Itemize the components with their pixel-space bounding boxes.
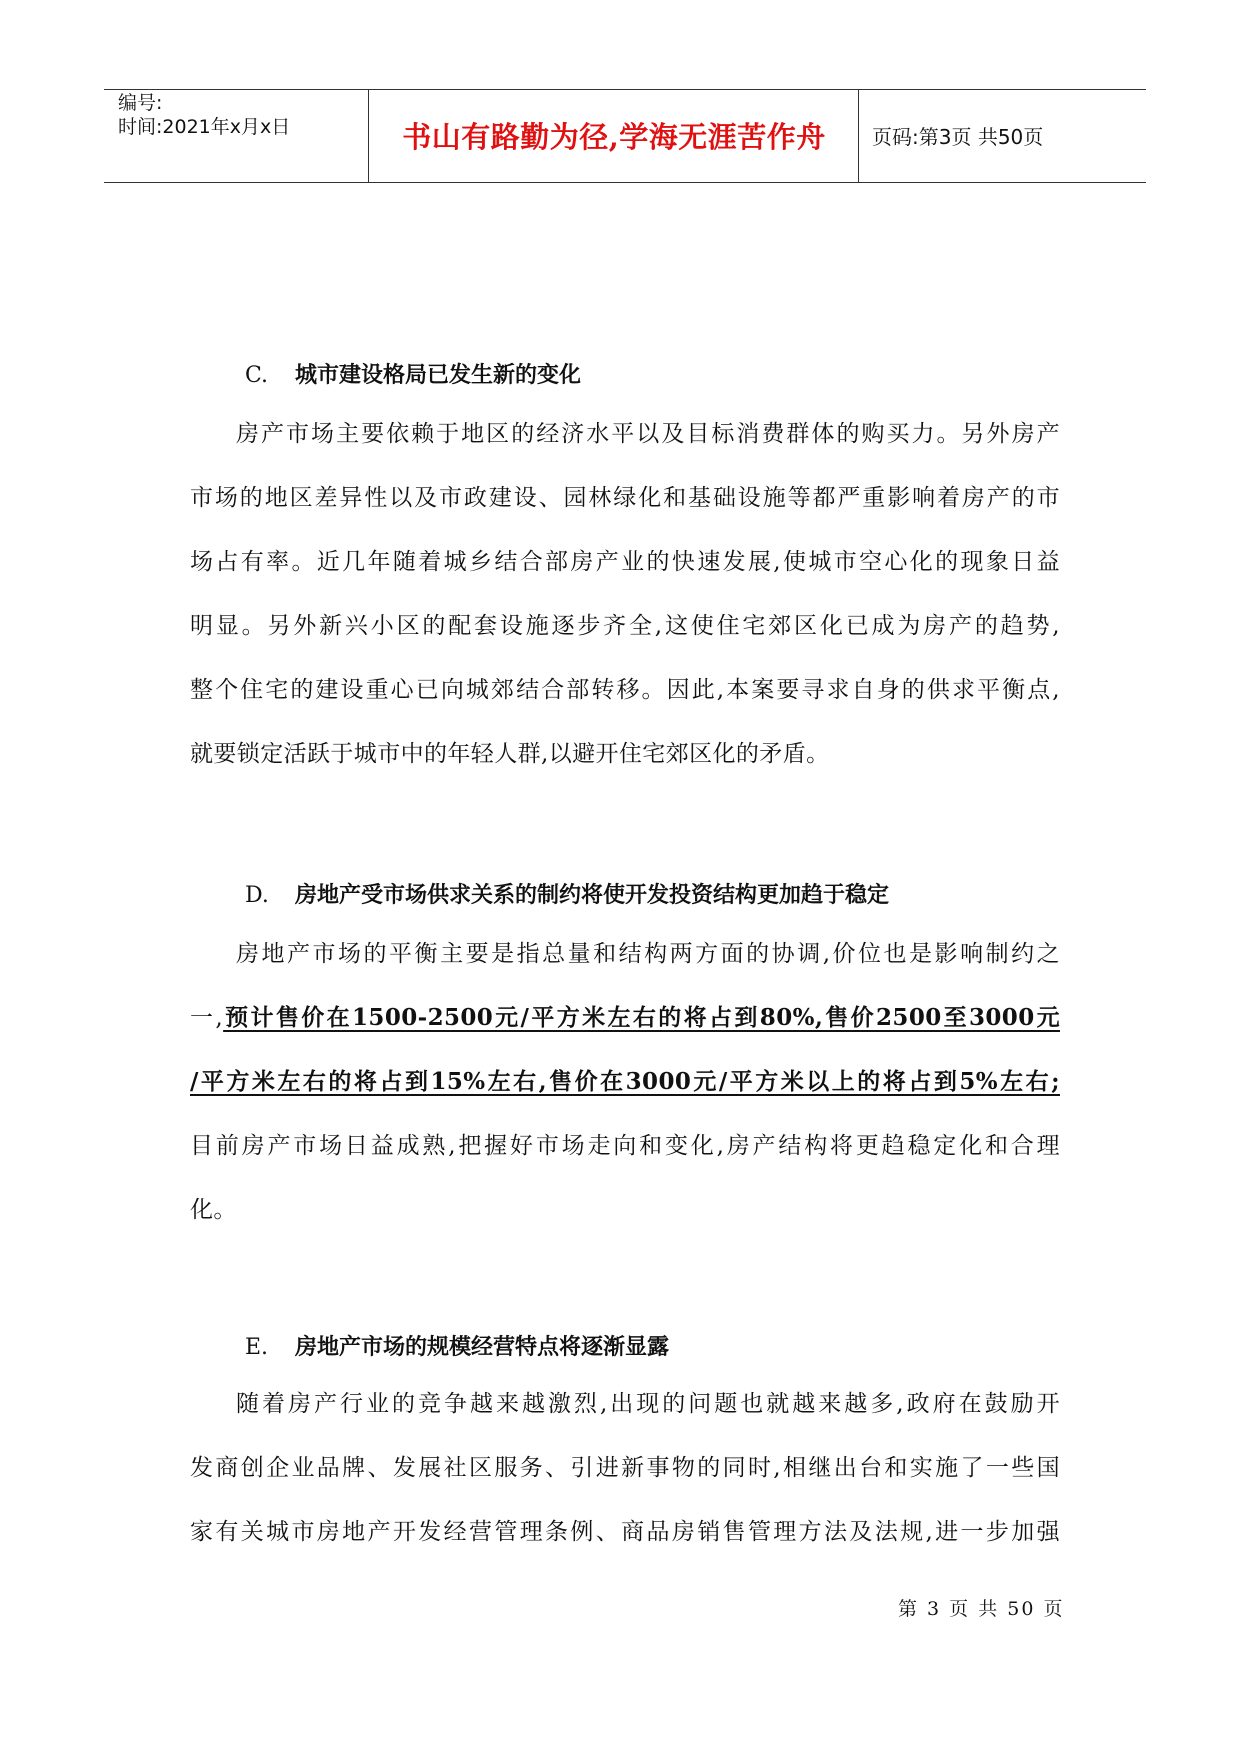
paragraph-line: 目前房产市场日益成熟,把握好市场走向和变化,房产结构将更趋稳定化和合理 <box>190 1133 1060 1159</box>
paragraph-line: 整个住宅的建设重心已向城郊结合部转移。因此,本案要寻求自身的供求平衡点, <box>190 677 1060 703</box>
paragraph-line: 市场的地区差异性以及市政建设、园林绿化和基础设施等都严重影响着房产的市 <box>190 485 1060 511</box>
paragraph-line: 就要锁定活跃于城市中的年轻人群,以避开住宅郊区化的矛盾。 <box>190 741 830 767</box>
section-d-paragraph <box>190 922 1060 1242</box>
section-d-heading <box>245 878 889 909</box>
section-c-title: 城市建设格局已发生新的变化 <box>295 362 582 388</box>
header-time-label: 时间:2021年x月x日 <box>118 116 291 138</box>
section-c-heading <box>245 358 581 389</box>
section-d-title: 房地产受市场供求关系的制约将使开发投资结构更加趋于稳定 <box>295 882 890 908</box>
paragraph-line: 化。 <box>190 1197 237 1223</box>
paragraph-line: 家有关城市房地产开发经营管理条例、商品房销售管理方法及法规,进一步加强 <box>190 1519 1060 1545</box>
paragraph-line: 场占有率。近几年随着城乡结合部房产业的快速发展,使城市空心化的现象日益 <box>190 549 1060 575</box>
paragraph-line: 随着房产行业的竞争越来越激烈,出现的问题也就越来越多,政府在鼓励开 <box>236 1391 1060 1417</box>
section-c-letter: C. <box>245 363 269 388</box>
section-d-letter: D. <box>245 883 269 908</box>
section-e-paragraph <box>190 1372 1060 1564</box>
footer-page-number: 第 3 页 共 50 页 <box>898 1598 1065 1620</box>
paragraph-line: 房产市场主要依赖于地区的经济水平以及目标消费群体的购买力。另外房产 <box>236 421 1060 447</box>
paragraph-line <box>190 1050 1060 1114</box>
price-forecast-underlined: 预计售价在1500-2500元/平方米左右的将占到80%,售价2500至3000元 <box>223 1004 1060 1031</box>
paragraph-line-prefix: 一, <box>190 1005 224 1031</box>
paragraph-line: 明显。另外新兴小区的配套设施逐步齐全,这使住宅郊区化已成为房产的趋势, <box>190 613 1060 639</box>
header-divider-left <box>368 89 369 182</box>
section-e-letter: E. <box>245 1335 269 1360</box>
price-forecast-underlined: /平方米左右的将占到15%左右,售价在3000元/平方米以上的将占到5%左右; <box>190 1068 1060 1095</box>
paragraph-line: 房地产市场的平衡主要是指总量和结构两方面的协调,价位也是影响制约之 <box>236 941 1060 967</box>
header-meta <box>118 91 363 139</box>
section-c-paragraph <box>190 402 1060 786</box>
header-bottom-rule <box>104 182 1146 183</box>
section-e-heading <box>245 1330 669 1361</box>
header-number-label: 编号: <box>118 92 163 114</box>
header-motto: 书山有路勤为径,学海无涯苦作舟 <box>402 120 826 154</box>
section-e-title: 房地产市场的规模经营特点将逐渐显露 <box>295 1334 670 1360</box>
paragraph-line: 发商创企业品牌、发展社区服务、引进新事物的同时,相继出台和实施了一些国 <box>190 1455 1060 1481</box>
header-divider-right <box>858 89 859 182</box>
paragraph-line <box>190 986 1060 1050</box>
header-page-label: 页码:第3页 共50页 <box>872 125 1044 149</box>
